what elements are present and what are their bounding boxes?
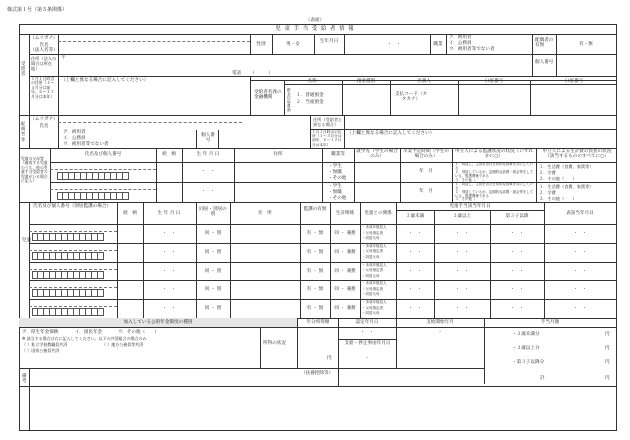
- divider: [29, 269, 117, 270]
- nonjoint-grad-1[interactable]: 年 月: [419, 169, 433, 174]
- bank-code-label: 支払コード（カタカナ）: [394, 92, 428, 103]
- children-col-rel: 続 柄: [123, 211, 137, 216]
- spouse-name-label: 氏名: [39, 124, 49, 129]
- child-cohabit-1[interactable]: 同 ・ 別: [204, 231, 222, 236]
- divider: [143, 202, 144, 318]
- category-option-b[interactable]: イ．公務員: [449, 41, 472, 46]
- jan1-note: （上欄と異なる場合に記入してください）: [61, 78, 149, 83]
- children-col-remarks: 表該当年月日: [566, 211, 594, 216]
- child-cohabit-3[interactable]: 同 ・ 別: [204, 268, 222, 274]
- income-status-label: 所得の状況: [263, 341, 286, 346]
- phone-label: 電話: [232, 71, 242, 76]
- nonjoint-sit-1b[interactable]: ・無職: [328, 170, 342, 175]
- spouse-mynumber-label: 個人番号: [201, 133, 215, 144]
- child-guard-2b[interactable]: ・父母指定者: [362, 249, 383, 254]
- child-life-2[interactable]: 同 ・ 兼務: [334, 249, 356, 255]
- pension-union-2[interactable]: （ ）地方公務員等共済: [102, 342, 144, 347]
- divider: [310, 129, 617, 130]
- child-remarks-3[interactable]: ・ ・: [573, 268, 587, 274]
- nonjoint-sit-1a[interactable]: ・学生: [328, 164, 342, 169]
- phone-value[interactable]: （ ）: [250, 71, 273, 76]
- divider: [29, 250, 117, 251]
- children-col-birth: 生 年 月 日: [157, 211, 181, 216]
- divider: [29, 287, 117, 288]
- spouse-jan1-note: （上欄と異なる場合に記入してください）: [347, 131, 435, 136]
- children-col-guardian: 児童との関係: [364, 211, 392, 216]
- child-t3-5[interactable]: ・ ・: [408, 306, 422, 312]
- category-option-a[interactable]: ア．被用者: [449, 35, 472, 40]
- bank-account-input[interactable]: [530, 84, 617, 115]
- child-remarks-2[interactable]: ・ ・: [573, 249, 587, 255]
- divider: [29, 202, 30, 318]
- bank-branch-input[interactable]: [458, 84, 530, 115]
- child-guard-4b[interactable]: ・父母指定者: [362, 286, 383, 291]
- income-unit: 円: [327, 356, 332, 361]
- divider: [396, 202, 397, 318]
- nonjoint-birth-2[interactable]: ・ ・: [201, 189, 215, 194]
- divider: [396, 210, 544, 211]
- child-guard-3a[interactable]: ・未成年後見人: [362, 262, 387, 267]
- form-title: 児 童 手 当 受 給 者 情 報: [275, 26, 355, 32]
- name-sub-label: （法人名等）: [30, 48, 58, 53]
- allowance-amount-label: 手当月額: [540, 320, 560, 325]
- child-t3-4[interactable]: ・ ・: [408, 287, 422, 293]
- child-t3b-4[interactable]: ・ ・: [455, 287, 469, 293]
- start-month-value[interactable]: ・: [437, 330, 443, 335]
- nonjoint-income-1c[interactable]: ３．その他（ ）: [539, 176, 577, 181]
- bank-col-account: 口座番号: [564, 79, 584, 84]
- children-col-t15: 第３子以降: [505, 214, 529, 219]
- divider: [434, 210, 435, 318]
- divider: [29, 243, 617, 244]
- nonjoint-col-school: 就学先（学生の場合のみ）: [356, 149, 398, 160]
- divider: [19, 327, 297, 328]
- divider: [250, 34, 251, 54]
- child-birth-3[interactable]: ・ ・: [162, 268, 176, 274]
- child-birth-2[interactable]: ・ ・: [162, 249, 176, 255]
- year-income-label: 年分所得額: [306, 320, 330, 325]
- child-guard-5b[interactable]: ・父母指定者: [362, 305, 383, 310]
- divider: [196, 202, 197, 318]
- divider: [272, 34, 273, 54]
- child-t3b-2[interactable]: ・ ・: [455, 249, 469, 255]
- divider: [310, 115, 311, 148]
- name-kana-label: （ムリガナ）: [30, 36, 58, 41]
- nonjoint-col-birth: 生 年 月 日: [196, 152, 220, 157]
- divider: [490, 210, 491, 318]
- child-guard-1a[interactable]: ・未成年後見人: [362, 225, 387, 229]
- child-t3-1[interactable]: ・ ・: [408, 231, 422, 236]
- amount-row-2: ・３歳以上分: [512, 346, 540, 351]
- nonjoint-mynumber-2[interactable]: [57, 192, 129, 200]
- nonjoint-section-label: 児童の父母等（養育する児童のうち、他の児童手当受給者の児童がいる場合に記入）: [21, 156, 48, 184]
- bank-col-type: 預金種別: [356, 79, 376, 84]
- child-guard-4a[interactable]: ・未成年後見人: [362, 281, 387, 286]
- divider: [117, 202, 118, 318]
- name-label: 氏名: [39, 43, 49, 48]
- address-prefix: 〒: [61, 56, 66, 61]
- amount-unit-2: 円: [605, 346, 610, 351]
- child-t15-5[interactable]: ・ ・: [510, 306, 524, 312]
- amount-row-3: ・第３子以降分: [512, 360, 545, 365]
- amount-unit-1: 円: [605, 332, 610, 337]
- divider: [29, 280, 617, 281]
- nonjoint-income-2b[interactable]: ２．学費: [539, 190, 556, 195]
- spouse-section-label: 配偶者等: [21, 121, 26, 142]
- divider: [556, 34, 557, 54]
- child-guard-3c[interactable]: ・同居父母: [362, 273, 380, 278]
- child-life-4[interactable]: 同 ・ 兼務: [334, 287, 356, 293]
- nonjoint-sit-1c[interactable]: ・その他: [328, 176, 347, 181]
- bank-side-text: 銀金信協農漁: [287, 88, 291, 112]
- child-custody-5[interactable]: 有 ・ 無: [306, 306, 324, 312]
- spouse-exists-label: 配偶者の有無: [535, 38, 554, 49]
- prefecture-date-label: 支給・停止事由年月日: [344, 341, 391, 346]
- recipient-section-label: 受給者: [21, 62, 26, 78]
- divider: [396, 318, 397, 368]
- amount-total-unit: 円: [605, 376, 610, 381]
- nonjoint-col-support: 申立人による監護状況の状況（いずれかに○）: [454, 149, 534, 160]
- nonjoint-grad-2[interactable]: 年 月: [419, 189, 433, 194]
- bank-kind-2[interactable]: ２．当座預金: [296, 100, 324, 105]
- child-mynumber-5[interactable]: [32, 308, 104, 316]
- child-custody-4[interactable]: 有 ・ 無: [306, 287, 324, 293]
- divider: [230, 202, 231, 318]
- face-label: （表面）: [305, 18, 325, 23]
- children-col-life: 生計関係: [335, 211, 355, 216]
- child-t15-2[interactable]: ・ ・: [510, 249, 524, 255]
- divider: [330, 202, 331, 318]
- spouse-exists-options[interactable]: 有・無: [579, 42, 593, 47]
- nonjoint-support-2c[interactable]: ３．その他（ ）: [455, 197, 486, 201]
- nonjoint-sit-2c[interactable]: ・その他: [328, 196, 347, 201]
- child-t3b-3[interactable]: ・ ・: [455, 268, 469, 274]
- nonjoint-support-1c[interactable]: ３．その他（ ）: [455, 178, 486, 182]
- bank-col-name: 名称: [307, 79, 317, 84]
- nonjoint-income-2c[interactable]: ３．その他（ ）: [539, 196, 577, 201]
- deduct-label: （扶養控除等）: [301, 371, 334, 376]
- divider: [250, 80, 617, 81]
- child-t3-2[interactable]: ・ ・: [408, 249, 422, 255]
- divider: [314, 34, 315, 54]
- category-label: 職業: [433, 42, 443, 47]
- divider: [452, 148, 453, 202]
- spouse-cat-b[interactable]: イ．公務員: [63, 136, 86, 141]
- form-number: 様式第１号（第５条関係）: [7, 7, 68, 13]
- address-label: 住所（法人の場合は所在地）: [31, 56, 57, 72]
- bank-col-holder: 名義人: [417, 79, 431, 84]
- start-month-label: 支給開始年月: [426, 320, 454, 325]
- nonjoint-support-1a[interactable]: １．同居し、主食を含む日常的な食事を共にしている: [455, 162, 533, 170]
- child-remarks-5[interactable]: ・ ・: [573, 306, 587, 312]
- pension-union-1[interactable]: （ ）私立学校教職員共済: [22, 342, 68, 347]
- child-custody-1[interactable]: 有 ・ 無: [306, 231, 324, 236]
- spouse-address-label: 住所（受給者と異なる場合）: [313, 117, 343, 128]
- child-mynumber-1[interactable]: [32, 233, 104, 241]
- pension-opt-c[interactable]: ウ．その他（ ）: [118, 330, 159, 335]
- nonjoint-support-2a[interactable]: １．同居し、主食を含む日常的な食事を共にしている: [455, 182, 533, 190]
- divider: [400, 148, 401, 202]
- pension-note: ※ 該当する場合は右に記入してください。以下の共済組合の場合のみ: [22, 336, 147, 341]
- child-life-3[interactable]: 同 ・ 兼務: [334, 268, 356, 274]
- divider: [300, 202, 301, 318]
- divider: [182, 148, 183, 202]
- amount-row-1: ・３歳未満分: [512, 332, 540, 337]
- gender-label: 性別: [256, 42, 266, 47]
- cert-date-label: 認定年月日: [355, 320, 379, 325]
- divider: [532, 34, 533, 54]
- bank-kind-1[interactable]: １．普通預金: [296, 93, 324, 98]
- divider: [19, 202, 617, 203]
- bank-section-label: 受給者名義の金融機関: [254, 90, 282, 101]
- birth-value[interactable]: ・ ・: [387, 42, 401, 47]
- divider: [50, 169, 156, 170]
- child-t3b-5[interactable]: ・ ・: [455, 306, 469, 312]
- pension-union-3[interactable]: （ ）国家公務員共済: [22, 348, 60, 353]
- divider: [297, 327, 617, 328]
- cert-date-value[interactable]: ・ ・: [360, 330, 374, 335]
- gender-options[interactable]: 男・女: [286, 42, 300, 47]
- child-life-5[interactable]: 同 ・ 兼務: [334, 306, 356, 312]
- spouse-kana-label: （ムリガナ）: [30, 117, 58, 122]
- child-guard-4c[interactable]: ・同居父母: [362, 292, 380, 297]
- divider: [234, 148, 235, 202]
- category-option-c[interactable]: ウ．被用者等でない者: [449, 47, 495, 52]
- children-col-turning: 児童手当該当年月日: [449, 204, 491, 209]
- child-custody-3[interactable]: 有 ・ 無: [306, 268, 324, 274]
- divider: [196, 130, 197, 148]
- divider: [544, 202, 545, 318]
- divider: [338, 318, 339, 386]
- amount-total-label: 計: [540, 376, 545, 381]
- child-remarks-1[interactable]: ・ ・: [573, 231, 587, 236]
- name-input[interactable]: [58, 34, 250, 54]
- child-t15-1[interactable]: ・ ・: [510, 231, 524, 236]
- nonjoint-mynumber-1[interactable]: [57, 172, 129, 180]
- child-cohabit-4[interactable]: 同 ・ 別: [204, 287, 222, 293]
- child-guard-2a[interactable]: ・未成年後見人: [362, 243, 387, 248]
- spouse-mynumber-input[interactable]: [218, 130, 310, 148]
- child-life-1[interactable]: 同 ・ 兼務: [334, 231, 356, 236]
- nonjoint-col-grad: 卒業予定時期（学生の場合のみ）: [403, 149, 449, 160]
- child-guard-5c[interactable]: ・同居父母: [362, 311, 380, 316]
- nonjoint-col-name: 氏名及び個人番号: [84, 152, 122, 157]
- nonjoint-support-2b[interactable]: ２．別居しているが、定期的な訪問・面会等をしている、監護関係である: [455, 190, 533, 198]
- nonjoint-col-income: 申立人による生計費の負担の状況（該当するもののすべてに○）: [542, 149, 612, 160]
- divider: [19, 368, 297, 369]
- divider: [322, 148, 323, 202]
- divider: [360, 202, 361, 318]
- child-cohabit-2[interactable]: 同 ・ 別: [204, 249, 222, 255]
- child-t15-3[interactable]: ・ ・: [510, 268, 524, 274]
- divider: [390, 80, 391, 115]
- children-col-name: 氏名及び個人番号（別居監護の場合）: [32, 204, 112, 209]
- divider: [260, 327, 261, 368]
- divider: [29, 299, 617, 300]
- children-section-label-1: 児童: [22, 238, 32, 243]
- divider: [50, 148, 51, 202]
- children-col-custody: 監護の有無: [303, 207, 327, 212]
- divider: [29, 262, 617, 263]
- pension-opt-a[interactable]: ア．厚生年金保険: [22, 330, 59, 335]
- divider: [354, 148, 355, 202]
- divider: [344, 34, 345, 54]
- nonjoint-birth-1[interactable]: ・ ・: [201, 169, 215, 174]
- child-custody-2[interactable]: 有 ・ 無: [306, 249, 324, 255]
- children-col-t3b: ３歳以上: [452, 214, 472, 219]
- bank-col-branch: 口座番号: [484, 79, 504, 84]
- divider: [430, 34, 431, 54]
- child-mynumber-2[interactable]: [32, 252, 104, 260]
- amount-unit-3: 円: [605, 360, 610, 365]
- nonjoint-support-1b[interactable]: ２．別居しているが、定期的な訪問・面会等をしている、監護関係である: [455, 170, 533, 178]
- children-col-t3: ３歳未満: [405, 214, 425, 219]
- spouse-cat-c[interactable]: ウ．被用者等でない者: [63, 142, 109, 147]
- child-t3-3[interactable]: ・ ・: [408, 268, 422, 274]
- divider: [29, 231, 117, 232]
- divider: [250, 76, 251, 115]
- child-guard-1b[interactable]: ・父母指定者: [362, 230, 383, 235]
- jan1-label: １月１日時点の住所（１～５月分は前年、６～１２月分は本年）: [31, 76, 55, 99]
- divider: [536, 148, 537, 202]
- nonjoint-income-1a[interactable]: １．生活費（食費、家賃等）: [539, 164, 594, 169]
- divider: [342, 80, 343, 115]
- divider: [50, 189, 156, 190]
- child-guard-1c[interactable]: ・同居父母: [362, 236, 380, 240]
- spouse-cat-a[interactable]: ア．被用者: [63, 130, 86, 135]
- divider: [446, 34, 447, 54]
- divider: [29, 306, 117, 307]
- nonjoint-sit-2b[interactable]: ・無職: [328, 190, 342, 195]
- child-remarks-4[interactable]: ・ ・: [573, 287, 587, 293]
- nonjoint-col-rel: 続 柄: [162, 152, 176, 157]
- child-guard-3b[interactable]: ・父母指定者: [362, 268, 383, 273]
- prefecture-date-value[interactable]: ・: [364, 356, 370, 361]
- spouse-jan1-label: １月１日時点の住所（１～５月分は前年、６～１２月分は本年）: [312, 130, 342, 147]
- remarks-input[interactable]: [29, 386, 617, 431]
- nonjoint-col-situation: 職業等: [331, 152, 345, 157]
- child-t3b-1[interactable]: ・ ・: [455, 231, 469, 236]
- divider: [532, 54, 533, 76]
- divider: [156, 148, 157, 202]
- child-guard-5a[interactable]: ・未成年後見人: [362, 300, 387, 305]
- children-col-address: 住 所: [258, 211, 272, 216]
- child-birth-1[interactable]: ・ ・: [162, 231, 176, 236]
- divider: [338, 339, 396, 340]
- divider: [297, 318, 298, 368]
- address-input[interactable]: [58, 54, 532, 76]
- nonjoint-income-1b[interactable]: ２．学費: [539, 170, 556, 175]
- divider: [29, 34, 30, 116]
- child-mynumber-3[interactable]: [32, 271, 104, 279]
- divider: [284, 80, 285, 115]
- birth-label: 生年月日: [319, 39, 339, 44]
- pension-label: 加入している公的年金制度の種別: [123, 320, 193, 325]
- child-cohabit-5[interactable]: 同 ・ 別: [204, 306, 222, 312]
- children-col-cohabit: 同居・別居の別: [199, 207, 227, 218]
- mynumber-input[interactable]: [556, 54, 617, 76]
- divider: [297, 368, 484, 369]
- spouse-address-input[interactable]: [344, 115, 617, 129]
- remarks-label: 備考: [22, 374, 27, 385]
- nonjoint-sit-2a[interactable]: ・学生: [328, 184, 342, 189]
- nonjoint-col-address: 住所: [273, 152, 283, 157]
- mynumber-label: 個人番号: [535, 60, 554, 65]
- jan1-input[interactable]: [58, 76, 250, 115]
- child-t15-4[interactable]: ・ ・: [510, 287, 524, 293]
- nonjoint-income-2a[interactable]: １．生活費（食費、家賃等）: [539, 184, 594, 189]
- child-guard-2c[interactable]: ・同居父母: [362, 254, 380, 259]
- child-mynumber-4[interactable]: [32, 289, 104, 297]
- child-birth-4[interactable]: ・ ・: [162, 287, 176, 293]
- pension-opt-b[interactable]: イ．国民年金: [75, 330, 103, 335]
- child-birth-5[interactable]: ・ ・: [162, 306, 176, 312]
